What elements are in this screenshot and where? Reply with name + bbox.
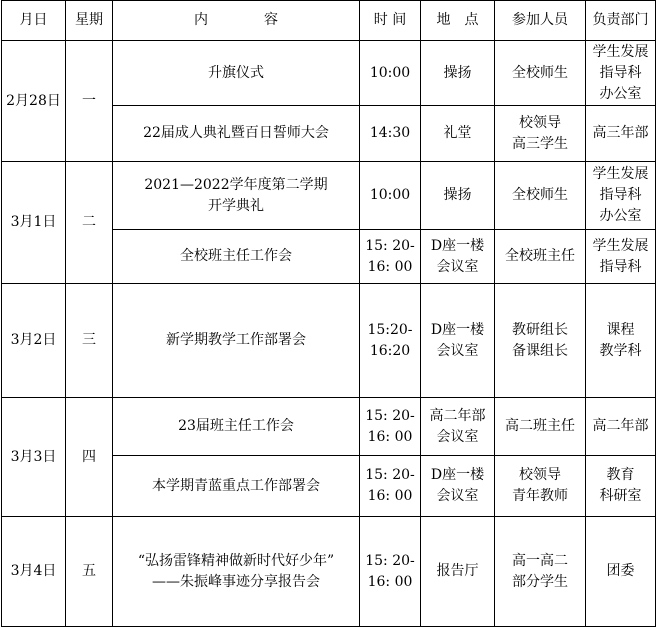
date-cell: 2月28日 [2, 41, 66, 162]
place-cell: 操扬 [421, 162, 495, 230]
content-cell: “弘扬雷锋精神做新时代好少年” ——朱振峰事迹分享报告会 [113, 517, 360, 627]
time-cell: 15: 20- 16: 00 [360, 230, 421, 284]
table-row [2, 398, 656, 456]
time-cell: 15: 20- 16: 00 [360, 456, 421, 517]
weekday-cell: 一 [66, 41, 113, 162]
place-cell: 报告厅 [421, 517, 495, 627]
participants-cell: 全校师生 [495, 162, 586, 230]
table-row [2, 284, 656, 398]
department-cell: 教育 科研室 [586, 456, 656, 517]
participants-cell: 高二班主任 [495, 398, 586, 456]
participants-cell: 校领导 高三学生 [495, 106, 586, 162]
participants-cell: 高一高二 部分学生 [495, 517, 586, 627]
header-row [2, 1, 656, 41]
time-cell: 10:00 [360, 41, 421, 106]
header-participants: 参加人员 [495, 1, 586, 41]
place-cell: 高二年部 会议室 [421, 398, 495, 456]
weekday-cell: 五 [66, 517, 113, 627]
date-cell: 3月4日 [2, 517, 66, 627]
time-cell: 15: 20- 16: 00 [360, 398, 421, 456]
content-cell: 全校班主任工作会 [113, 230, 360, 284]
time-cell: 14:30 [360, 106, 421, 162]
date-cell: 3月1日 [2, 162, 66, 284]
department-cell: 课程 教学科 [586, 284, 656, 398]
table-row [2, 41, 656, 106]
place-cell: D座一楼 会议室 [421, 230, 495, 284]
schedule-table [1, 0, 656, 627]
content-cell: 23届班主任工作会 [113, 398, 360, 456]
header-content: 内 容 [113, 1, 360, 41]
department-cell: 高二年部 [586, 398, 656, 456]
time-cell: 10:00 [360, 162, 421, 230]
department-cell: 团委 [586, 517, 656, 627]
weekday-cell: 二 [66, 162, 113, 284]
content-cell: 本学期青蓝重点工作部署会 [113, 456, 360, 517]
participants-cell: 教研组长 备课组长 [495, 284, 586, 398]
department-cell: 高三年部 [586, 106, 656, 162]
header-date: 月日 [2, 1, 66, 41]
header-department: 负责部门 [586, 1, 656, 41]
place-cell: 操扬 [421, 41, 495, 106]
content-cell: 新学期教学工作部署会 [113, 284, 360, 398]
content-cell: 升旗仪式 [113, 41, 360, 106]
content-cell: 2021—2022学年度第二学期 开学典礼 [113, 162, 360, 230]
time-cell: 15: 20- 16: 00 [360, 517, 421, 627]
time-cell: 15:20- 16:20 [360, 284, 421, 398]
header-place: 地 点 [421, 1, 495, 41]
place-cell: 礼堂 [421, 106, 495, 162]
participants-cell: 全校师生 [495, 41, 586, 106]
weekday-cell: 四 [66, 398, 113, 517]
department-cell: 学生发展 指导科 [586, 230, 656, 284]
place-cell: D座一楼 会议室 [421, 456, 495, 517]
content-cell: 22届成人典礼暨百日誓师大会 [113, 106, 360, 162]
table-row [2, 162, 656, 230]
place-cell: D座一楼 会议室 [421, 284, 495, 398]
weekday-cell: 三 [66, 284, 113, 398]
date-cell: 3月3日 [2, 398, 66, 517]
participants-cell: 全校班主任 [495, 230, 586, 284]
header-weekday: 星期 [66, 1, 113, 41]
department-cell: 学生发展 指导科 办公室 [586, 162, 656, 230]
header-time: 时 间 [360, 1, 421, 41]
date-cell: 3月2日 [2, 284, 66, 398]
participants-cell: 校领导 青年教师 [495, 456, 586, 517]
table-row [2, 517, 656, 627]
department-cell: 学生发展 指导科 办公室 [586, 41, 656, 106]
